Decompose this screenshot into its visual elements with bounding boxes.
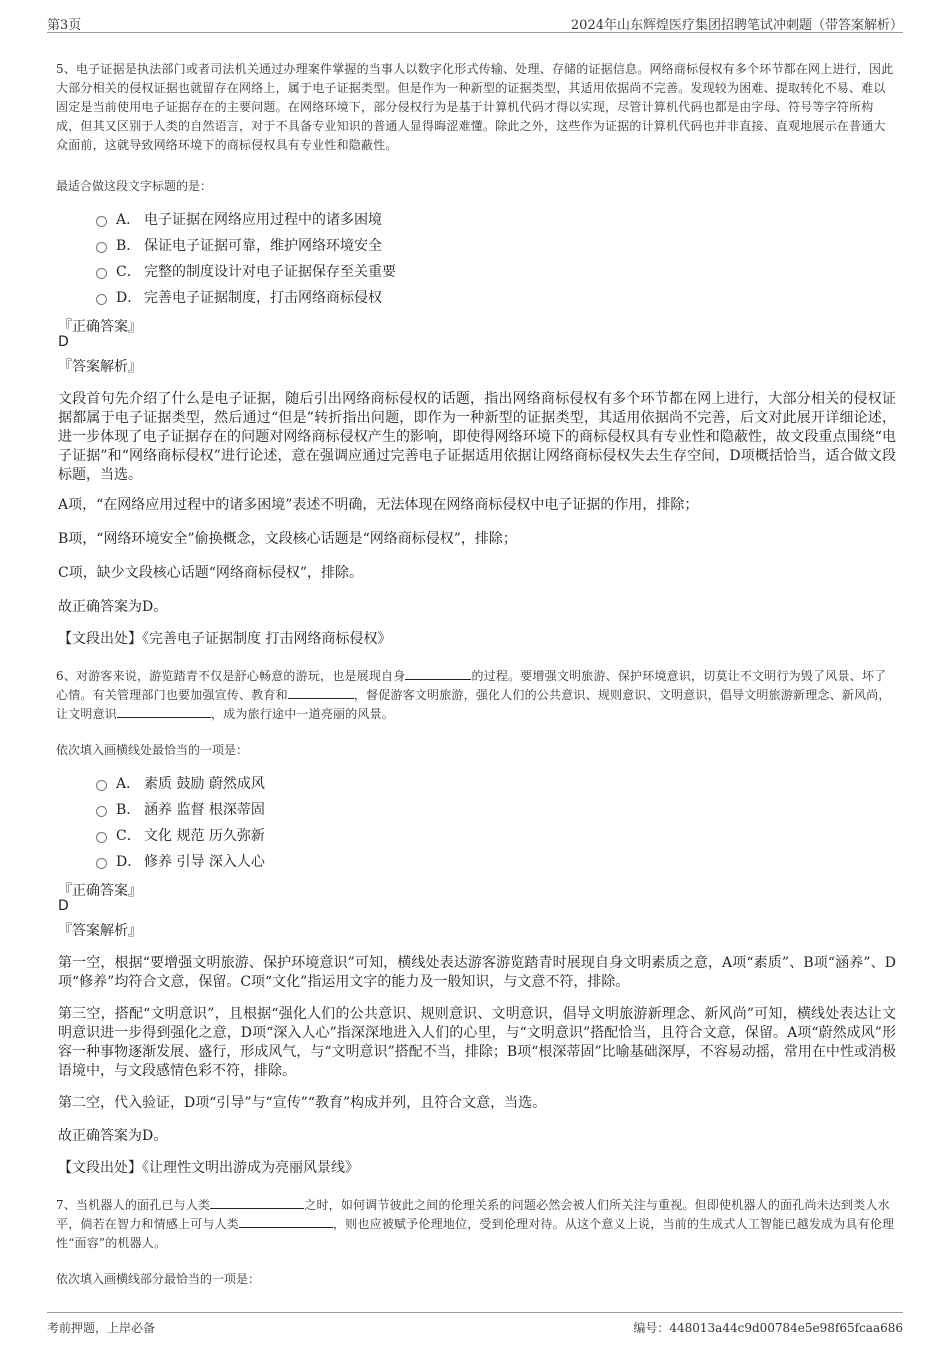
radio-icon[interactable] xyxy=(96,242,107,253)
radio-icon[interactable] xyxy=(96,780,107,791)
q5-analysis-label: 『答案解析』 xyxy=(58,359,142,375)
blank-1 xyxy=(405,667,471,680)
q6-answer: D xyxy=(58,898,69,914)
blank-2 xyxy=(239,1215,333,1228)
q5-analysis-main: 文段首句先介绍了什么是电子证据，随后引出网络商标侵权的话题，指出网络商标侵权有多个环节都在网上进行，大部分相关的侵权证据都属于电子证据类型，然后通过“但是”转折指出问题，即作为一种新型的证据类型，其适用依据尚不完善，后文对此展开详细论述，进一步体现了电子证据存在的问题对网络商标侵权产生的影响，即使得网络环境下的商标侵权具有专业性和隐蔽性，故文段重点围绕“电子证据”和“网络商标侵权”进行论述，意在强调应通过完善电子证据适用依据让网络商标侵权失去生存空间，D项概括恰当，适合做文段标题，当选。 xyxy=(58,391,896,483)
q5-prompt: 最适合做这段文字标题的是： xyxy=(56,179,213,193)
q5-conclusion: 故正确答案为D。 xyxy=(58,599,168,615)
q5-option-c[interactable]: C． 完整的制度设计对电子证据保存至关重要 xyxy=(96,261,396,281)
q6-option-d[interactable]: D． 修养 引导 深入人心 xyxy=(96,851,265,871)
q6-prompt: 依次填入画横线处最恰当的一项是： xyxy=(56,743,249,757)
q5-option-d[interactable]: D． 完善电子证据制度，打击网络商标侵权 xyxy=(96,287,382,307)
q6-source: 【文段出处】《让理性文明出游成为亮丽风景线》 xyxy=(58,1160,359,1176)
page-header xyxy=(47,10,903,33)
q5-option-b[interactable]: B． 保证电子证据可靠，维护网络环境安全 xyxy=(96,235,382,255)
q5-answer: D xyxy=(58,334,69,350)
page-footer xyxy=(47,1312,903,1335)
q5-analysis-c: C项，缺少文段核心话题“网络商标侵权”，排除。 xyxy=(58,565,364,581)
q5-analysis-a: A项，“在网络应用过程中的诸多困境”表述不明确，无法体现在网络商标侵权中电子证据的作用，排除； xyxy=(58,497,699,513)
q5-analysis-b: B项，“网络环境安全”偷换概念，文段核心话题是“网络商标侵权”，排除； xyxy=(58,531,517,547)
footer-slogan: 考前押题，上岸必备 xyxy=(47,1321,156,1335)
radio-icon[interactable] xyxy=(96,294,107,305)
q6-option-a[interactable]: A． 素质 鼓励 蔚然成风 xyxy=(96,773,265,793)
q6-analysis-3: 第三空，搭配“文明意识”，且根据“强化人们的公共意识、规则意识、文明意识，倡导文明旅游新理念、新风尚”可知，横线处表达让文明意识进一步得到强化之意，D项“深入人心”指深深地进入人们的心里，与“文明意识”搭配恰当，且符合文意，保留。A项“蔚然成风”形容一种事物逐渐发展、盛行，形成风气，与“文明意识”搭配不当，排除；B项“根深蒂固”比喻基础深厚，不容易动摇，常用在中性或消极语境中，与文段感情色彩不符，排除。 xyxy=(58,1006,896,1079)
q6-analysis-label: 『答案解析』 xyxy=(58,923,142,939)
page-number: 第3页 xyxy=(47,18,82,33)
q5-answer-label: 『正确答案』 xyxy=(58,319,142,335)
q6-analysis-1: 第一空，根据“要增强文明旅游、保护环境意识”可知，横线处表达游客游览踏青时展现自身文明素质之意，A项“素质”、B项“涵养”、D项“修养”均符合文意，保留。C项“文化”指运用文字的能力及一般知识，与文意不符，排除。 xyxy=(58,955,896,990)
radio-icon[interactable] xyxy=(96,216,107,227)
q5-option-a[interactable]: A． 电子证据在网络应用过程中的诸多困境 xyxy=(96,209,382,229)
radio-icon[interactable] xyxy=(96,268,107,279)
blank-3 xyxy=(117,705,211,718)
document-id: 编号：448013a44c9d00784e5e98f65fcaa686 xyxy=(633,1321,903,1335)
q6-option-b[interactable]: B． 涵养 监督 根深蒂固 xyxy=(96,799,265,819)
q5-source: 【文段出处】《完善电子证据制度 打击网络商标侵权》 xyxy=(58,631,392,647)
q7-passage: 7、当机器人的面孔已与人类 之时，如何调节彼此之间的伦理关系的问题必然会被人们所关注与重视。但即使机器人的面孔尚未达到类人水平，倘若在智力和情感上可与人类 ，则也应被赋予伦理地位，受到伦理对待。从这个意义上说，当前的生成式人工智能已越发成为具有伦理性“面容”的机器人。 xyxy=(56,1198,895,1250)
q6-option-c[interactable]: C． 文化 规范 历久弥新 xyxy=(96,825,265,845)
blank-2 xyxy=(288,686,354,699)
q5-passage: 5、电子证据是执法部门或者司法机关通过办理案件掌握的当事人以数字化形式传输、处理、存储的证据信息。网络商标侵权有多个环节都在网上进行，因此大部分相关的侵权证据也就留存在网络上，属于电子证据类型。但是作为一种新型的证据类型，其适用依据尚不完善。发现较为困难、提取转化不易、难以固定是当前使用电子证据存在的主要问题。在网络环境下，部分侵权行为是基于计算机代码才得以实现，尽管计算机代码也都是由字母、符号等字符所构成，但其又区别于人类的自然语言，对于不具备专业知识的普通人显得晦涩难懂。除此之外，这些作为证据的计算机代码也并非直接、直观地展示在普通大众面前，这就导致网络环境下的商标侵权具有专业性和隐蔽性。 xyxy=(56,62,894,152)
q6-analysis-2: 第二空，代入验证，D项“引导”与“宣传”“教育”构成并列，且符合文意，当选。 xyxy=(58,1095,547,1111)
radio-icon[interactable] xyxy=(96,832,107,843)
q6-conclusion: 故正确答案为D。 xyxy=(58,1128,168,1144)
q6-passage: 6、对游客来说，游览踏青不仅是舒心畅意的游玩，也是展现自身 的过程。要增强文明旅游、保护环境意识，切莫让不文明行为毁了风景、坏了心情。有关管理部门也要加强宣传、教育和 ，督促游客文明旅游，强化人们的公共意识、规则意识、文明意识，倡导文明旅游新理念、新风尚，让文明意识 ，成为旅行途中一道亮丽的风景。 xyxy=(56,669,891,721)
radio-icon[interactable] xyxy=(96,858,107,869)
q7-prompt: 依次填入画横线部分最恰当的一项是： xyxy=(56,1272,261,1286)
document-title: 2024年山东辉煌医疗集团招聘笔试冲刺题（带答案解析） xyxy=(570,18,903,33)
blank-1 xyxy=(210,1196,304,1209)
radio-icon[interactable] xyxy=(96,806,107,817)
q6-answer-label: 『正确答案』 xyxy=(58,883,142,899)
